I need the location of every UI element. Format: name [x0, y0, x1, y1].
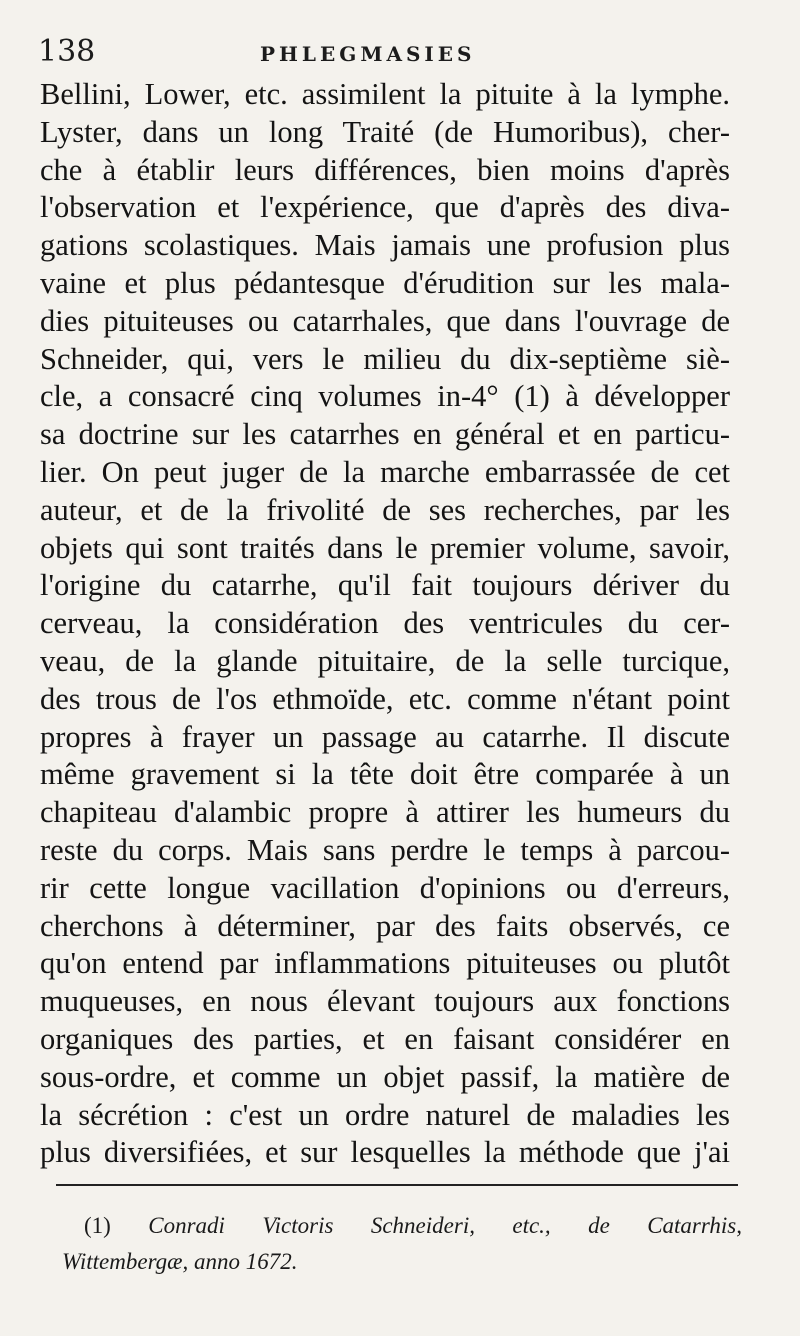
text-line: lier. On peut juger de la marche embarrassée de cet — [40, 454, 730, 489]
footnote-line — [62, 1208, 742, 1244]
text-line: l'observation et l'expérience, que d'après des diva- — [40, 190, 730, 225]
text-line: muqueuses, en nous élevant toujours aux fonctions — [40, 984, 730, 1019]
text-line: reste du corps. Mais sans perdre le temps à parcou- — [40, 832, 730, 867]
footnote — [62, 1208, 742, 1280]
footnote-line — [62, 1244, 742, 1280]
text-line: chapiteau d'alambic propre à attirer les humeurs du — [40, 795, 730, 830]
running-title: PHLEGMASIES — [260, 42, 476, 66]
text-line: Bellini, Lower, etc. assimilent la pituite à la lymphe. — [40, 77, 730, 111]
footnote-citation: Conradi Victoris Schneideri, etc., de Catarrhis, — [148, 1213, 742, 1238]
text-line: organiques des parties, et en faisant considérer en — [40, 1021, 730, 1056]
page-header — [38, 34, 728, 74]
text-line: objets qui sont traités dans le premier volume, savoir, — [40, 530, 730, 565]
text-line: veau, de la glande pituitaire, de la selle turcique, — [40, 643, 730, 678]
text-line: vaine et plus pédantesque d'érudition sur les mala- — [40, 265, 730, 300]
footnote-citation-cont: Wittembergæ, anno 1672. — [62, 1249, 298, 1274]
text-line: sous-ordre, et comme un objet passif, la matière de — [40, 1059, 730, 1094]
text-line: Lyster, dans un long Traité (de Humoribus), cher- — [40, 114, 730, 149]
text-line: rir cette longue vacillation d'opinions ou d'erreurs, — [40, 870, 730, 905]
text-line: cle, a consacré cinq volumes in-4° (1) à développer — [40, 379, 730, 414]
text-line: propres à frayer un passage au catarrhe. Il discute — [40, 719, 730, 754]
footnote-marker: (1) — [84, 1213, 111, 1238]
text-line: dies pituiteuses ou catarrhales, que dans l'ouvrage de — [40, 303, 730, 338]
text-line: l'origine du catarrhe, qu'il fait toujours dériver du — [40, 568, 730, 603]
text-line: gations scolastiques. Mais jamais une profusion plus — [40, 228, 730, 263]
footnote-rule — [56, 1184, 738, 1186]
body-text — [40, 76, 730, 1172]
text-line: Schneider, qui, vers le milieu du dix-septième siè- — [40, 341, 730, 376]
text-line: cherchons à déterminer, par des faits observés, ce — [40, 908, 730, 943]
text-line: des trous de l'os ethmoïde, etc. comme n'étant point — [40, 681, 730, 716]
text-line: même gravement si la tête doit être comparée à un — [40, 757, 730, 792]
page-number: 138 — [38, 34, 96, 69]
text-line: plus diversifiées, et sur lesquelles la méthode que j'ai — [40, 1135, 730, 1170]
text-line: cerveau, la considération des ventricules du cer- — [40, 606, 730, 641]
text-line: qu'on entend par inflammations pituiteuses ou plutôt — [40, 946, 730, 981]
text-line: che à établir leurs différences, bien moins d'après — [40, 152, 730, 187]
text-line: auteur, et de la frivolité de ses recherches, par les — [40, 492, 730, 527]
text-line: la sécrétion : c'est un ordre naturel de maladies les — [40, 1097, 730, 1132]
text-line: sa doctrine sur les catarrhes en général et en particu- — [40, 417, 730, 452]
